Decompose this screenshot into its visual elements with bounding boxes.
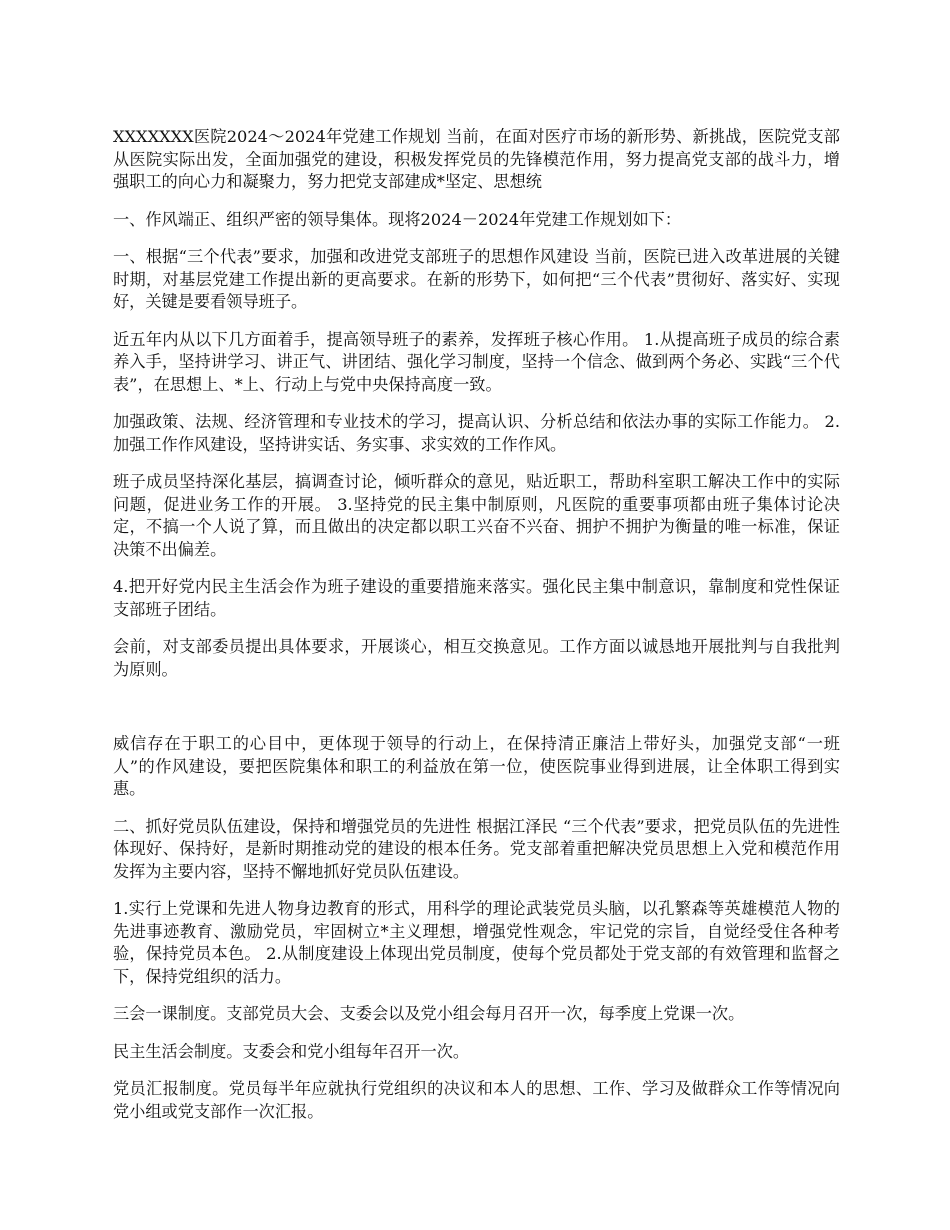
paragraph-policy-study: 加强政策、法规、经济管理和专业技术的学习，提高认识、分析总结和依法办事的实际工作能力。 2.加强工作作风建设，坚持讲实话、务实事、求实效的工作作风。 — [113, 412, 840, 454]
paragraph-section-heading: 一、作风端正、组织严密的领导集体。现将2024－2024年党建工作规划如下： — [113, 209, 682, 229]
paragraph-intro: XXXXXXX医院2024～2024年党建工作规划 当前，在面对医疗市场的新形势、新挑战，医院党支部从医院实际出发，全面加强党的建设，积极发挥党员的先锋模范作用，努力提高党支部的战斗力，增强职工的向心力和凝聚力，努力把党支部建成*坚定、思想统 — [113, 127, 840, 191]
paragraph-grassroots: 班子成员坚持深化基层，搞调查讨论，倾听群众的意见，贴近职工，帮助科室职工解决工作中的实际问题，促进业务工作的开展。 3.坚持党的民主集中制原则，凡医院的重要事项都由班子集体讨论决定，不搞一个人说了算，而且做出的决定都以职工兴奋不兴奋、拥护不拥护为衡量的唯一标准，保证决策不出偏差。 — [113, 472, 840, 559]
paragraph-three-meetings: 三会一课制度。支部党员大会、支委会以及党小组会每月召开一次，每季度上党课一次。 — [113, 1004, 745, 1023]
paragraph-party-lessons: 1.实行上党课和先进人物身边教育的形式，用科学的理论武装党员头脑，以孔繁森等英雄模范人物的先进事迹教育、激励党员，牢固树立*主义理想，增强党性观念，牢记党的宗旨，自觉经受住各种考验，保持党员本色。 2.从制度建设上体现出党员制度，使每个党员都处于党支部的有效管理和监督之下，保持党组织的活力。 — [113, 899, 840, 986]
paragraph-gap — [113, 696, 840, 733]
document-body — [113, 126, 840, 1138]
paragraph-leadership-quality: 近五年内从以下几方面着手，提高领导班子的素养，发挥班子核心作用。 1.从提高班子成员的综合素养入手，坚持讲学习、讲正气、讲团结、强化学习制度，坚持一个信念、做到两个务必、实践“三个代表”，在思想上、*上、行动上与党中央保持高度一致。 — [113, 329, 840, 394]
paragraph-life-meeting-system: 民主生活会制度。支委会和党小组每年召开一次。 — [113, 1041, 470, 1061]
paragraph-criticism: 会前，对支部委员提出具体要求，开展谈心，相互交换意见。工作方面以诚恳地开展批判与自我批判为原则。 — [113, 637, 840, 679]
paragraph-report-system: 党员汇报制度。党员每半年应就执行党组织的决议和本人的思想、工作、学习及做群众工作等情况向党小组或党支部作一次汇报。 — [113, 1079, 840, 1121]
paragraph-prestige: 威信存在于职工的心目中，更体现于领导的行动上，在保持清正廉洁上带好头，加强党支部“一班人”的作风建设，要把医院集体和职工的利益放在第一位，使医院事业得到进展，让全体职工得到实惠。 — [113, 734, 840, 798]
paragraph-member-team: 二、抓好党员队伍建设，保持和增强党员的先进性 根据江泽民 “三个代表”要求，把党员队伍的先进性体现好、保持好，是新时期推动党的建设的根本任务。党支部着重把解决党员思想上入党和模范作用发挥为主要内容，坚持不懈地抓好党员队伍建设。 — [113, 816, 840, 881]
paragraph-three-represents: 一、根据“三个代表”要求，加强和改进党支部班子的思想作风建设 当前，医院已进入改革进展的关键时期，对基层党建工作提出新的更高要求。在新的形势下，如何把“三个代表”贯彻好、落实好、实现好，关键是要看领导班子。 — [113, 247, 840, 311]
paragraph-democratic-life: 4.把开好党内民主生活会作为班子建设的重要措施来落实。强化民主集中制意识，靠制度和党性保证支部班子团结。 — [113, 577, 840, 619]
